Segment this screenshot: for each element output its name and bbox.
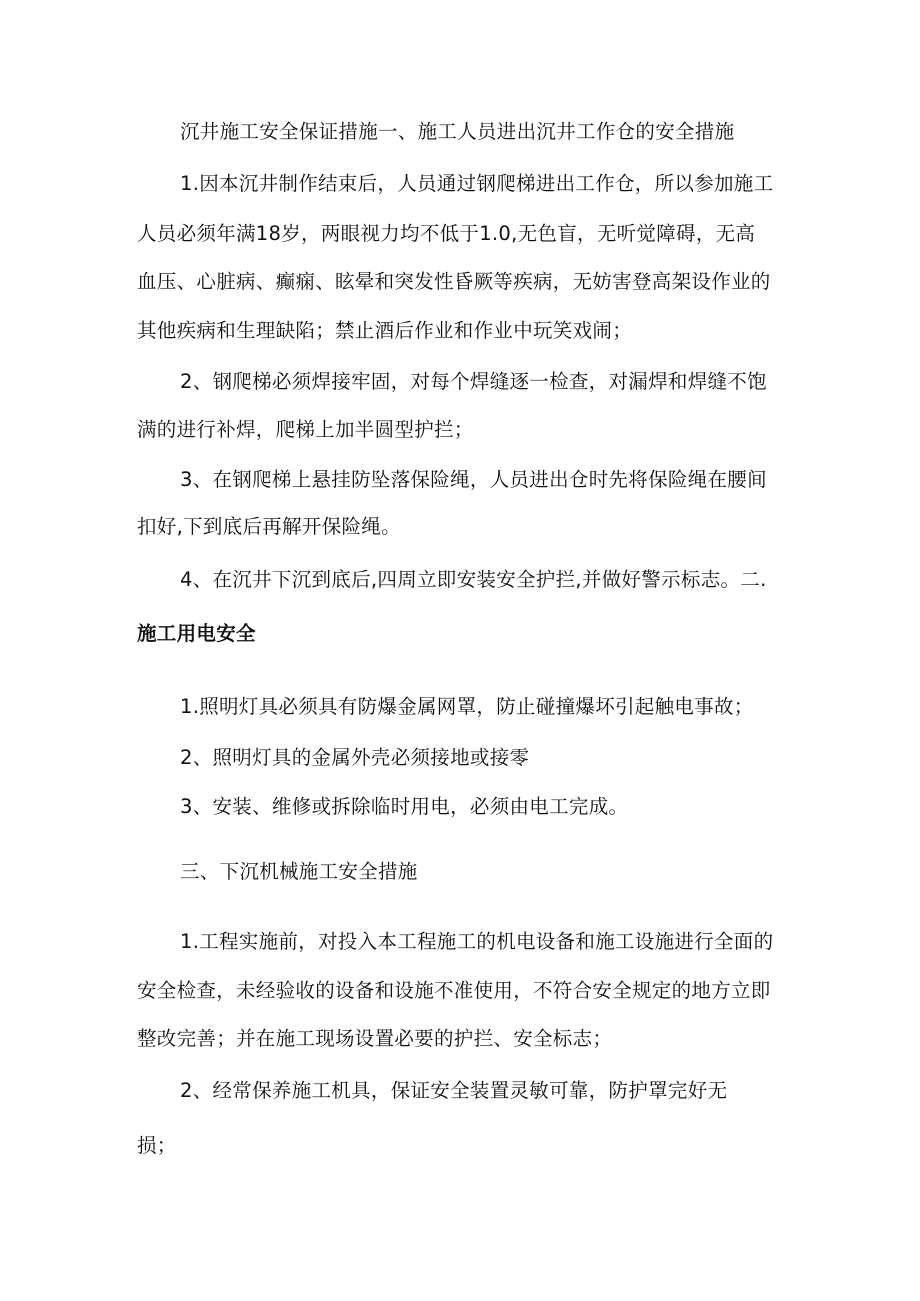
s1-item1-line1: 1.因本沉井制作结束后，人员通过钢爬梯进出工作仓，所以参加施工 [180,172,774,195]
s3-item1-line1: 1.工程实施前，对投入本工程施工的机电设备和施工设施进行全面的 [180,930,774,953]
s1-item1-line2: 人员必须年满18岁，两眼视力均不低于1.0,无色盲，无听觉障碍，无高 [137,222,756,245]
s2-item2: 2、照明灯具的金属外壳必须接地或接零 [180,746,530,769]
s1-item2-line1: 2、钢爬梯必须焊接牢固，对每个焊缝逐一检查，对漏焊和焊缝不饱 [180,370,767,393]
s1-item1-line4: 其他疾病和生理缺陷；禁止酒后作业和作业中玩笑戏闹； [137,319,633,342]
s3-item2-line2: 损； [137,1134,177,1157]
section2-heading: 施工用电安全 [137,622,256,645]
s1-item3-line2: 扣好,下到底后再解开保险绳。 [137,515,401,538]
s2-item1: 1.照明灯具必须具有防爆金属网罩，防止碰撞爆坏引起触电事故； [180,695,754,718]
s3-item2-line1: 2、经常保养施工机具，保证安全装置灵敏可靠，防护罩完好无 [180,1079,728,1102]
s1-item4-line1: 4、在沉井下沉到底后,四周立即安装安全护拦,并做好警示标志。二. [180,568,767,591]
section3-heading: 三、下沉机械施工安全措施 [180,860,418,883]
document-title: 沉井施工安全保证措施一、施工人员进出沉井工作仓的安全措施 [180,120,735,143]
s3-item1-line3: 整改完善；并在施工现场设置必要的护拦、安全标志； [137,1027,613,1050]
s1-item2-line2: 满的进行补焊，爬梯上加半圆型护拦； [137,418,474,441]
s2-item3: 3、安装、维修或拆除临时用电，必须由电工完成。 [180,795,629,818]
s1-item3-line1: 3、在钢爬梯上悬挂防坠落保险绳，人员进出仓时先将保险绳在腰间 [180,468,767,491]
s3-item1-line2: 安全检查，未经验收的设备和设施不准使用，不符合安全规定的地方立即 [137,979,771,1002]
s1-item1-line3: 血压、心脏病、癫痫、眩晕和突发性昏厥等疾病，无妨害登高架设作业的 [137,270,771,293]
